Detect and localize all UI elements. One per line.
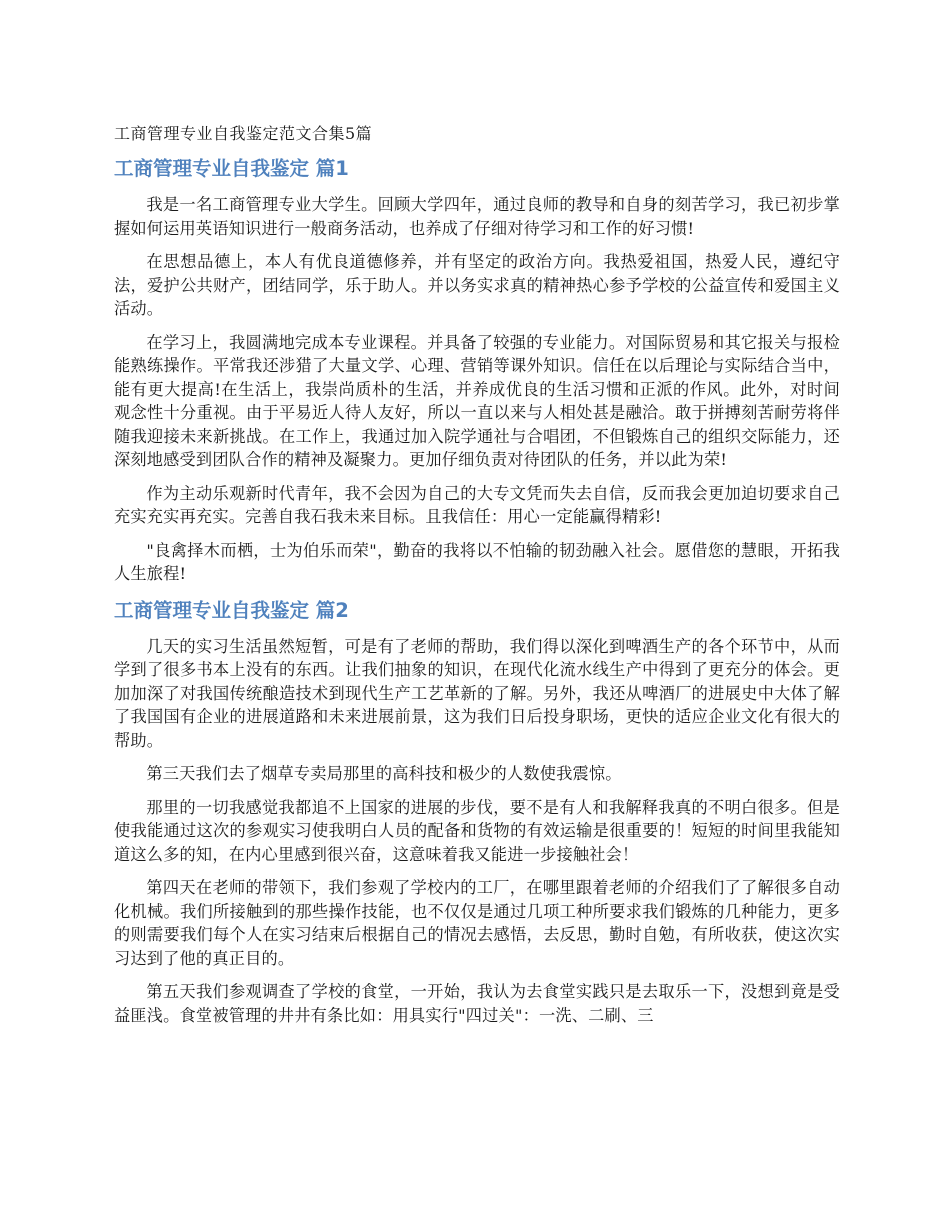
paragraph: 我是一名工商管理专业大学生。回顾大学四年，通过良师的教导和自身的刻苦学习，我已初步掌握如何运用英语知识进行一般商务活动，也养成了仔细对待学习和工作的好习惯! [114, 195, 840, 238]
document-page [114, 122, 840, 1037]
paragraph: 第四天在老师的带领下，我们参观了学校内的工厂，在哪里跟着老师的介绍我们了了解很多自动化机械。我们所接触到的那些操作技能，也不仅仅是通过几项工种所要求我们锻炼的几种能力，更多的则需要我们每个人在实习结束后根据自己的情况去感悟，去反思，勤时自勉，有所收获，使这次实习达到了他的真正目的。 [114, 878, 840, 968]
document-title: 工商管理专业自我鉴定范文合集5篇 [114, 124, 373, 143]
paragraph: 那里的一切我感觉我都追不上国家的进展的步伐，要不是有人和我解释我真的不明白很多。但是使我能通过这次的参观实习使我明白人员的配备和货物的有效运输是很重要的！短短的时间里我能知道这么多的知，在内心里感到很兴奋，这意味着我又能进一步接触社会！ [114, 797, 840, 864]
paragraph: 几天的实习生活虽然短暂，可是有了老师的帮助，我们得以深化到啤酒生产的各个环节中，从而学到了很多书本上没有的东西。让我们抽象的知识，在现代化流水线生产中得到了更充分的体会。更加加深了对我国传统酿造技术到现代生产工艺革新的了解。另外，我还从啤酒厂的进展史中大体了解了我国国有企业的进展道路和未来进展前景，这为我们日后投身职场，更快的适应企业文化有很大的帮助。 [114, 636, 840, 750]
section-2 [114, 596, 840, 1028]
paragraph: 在思想品德上，本人有优良道德修养，并有坚定的政治方向。我热爱祖国，热爱人民，遵纪守法，爱护公共财产，团结同学，乐于助人。并以务实求真的精神热心参予学校的公益宣传和爱国主义活动。 [114, 252, 840, 318]
paragraph: 作为主动乐观新时代青年，我不会因为自己的大专文凭而失去自信，反而我会更加迫切要求自己充实充实再充实。完善自我石我未来目标。且我信任：用心一定能赢得精彩! [114, 483, 840, 526]
section-heading: 工商管理专业自我鉴定 篇1 [114, 157, 349, 180]
section-heading: 工商管理专业自我鉴定 篇2 [114, 598, 349, 622]
paragraph: 第三天我们去了烟草专卖局那里的高科技和极少的人数使我震惊。 [146, 764, 622, 783]
paragraph: 在学习上，我圆满地完成本专业课程。并具备了较强的专业能力。对国际贸易和其它报关与报检能熟练操作。平常我还涉猎了大量文学、心理、营销等课外知识。信任在以后理论与实际结合当中，能有更大提高!在生活上，我崇尚质朴的生活，并养成优良的生活习惯和正派的作风。此外，对时间观念性十分重视。由于平易近人待人友好，所以一直以来与人相处甚是融洽。敢于拼搏刻苦耐劳将伴随我迎接未来新挑战。在工作上，我通过加入院学通社与合唱团，不但锻炼自己的组织交际能力，还深刻地感受到团队合作的精神及凝聚力。更加仔细负责对待团队的任务，并以此为荣! [114, 332, 840, 469]
section-1 [114, 154, 840, 586]
paragraph: "良禽择木而栖，士为伯乐而荣"，勤奋的我将以不怕输的韧劲融入社会。愿借您的慧眼，开拓我人生旅程! [114, 540, 840, 583]
paragraph: 第五天我们参观调查了学校的食堂，一开始，我认为去食堂实践只是去取乐一下，没想到竟是受益匪浅。食堂被管理的井井有条比如：用具实行"四过关"：一洗、二刷、三 [114, 982, 840, 1025]
